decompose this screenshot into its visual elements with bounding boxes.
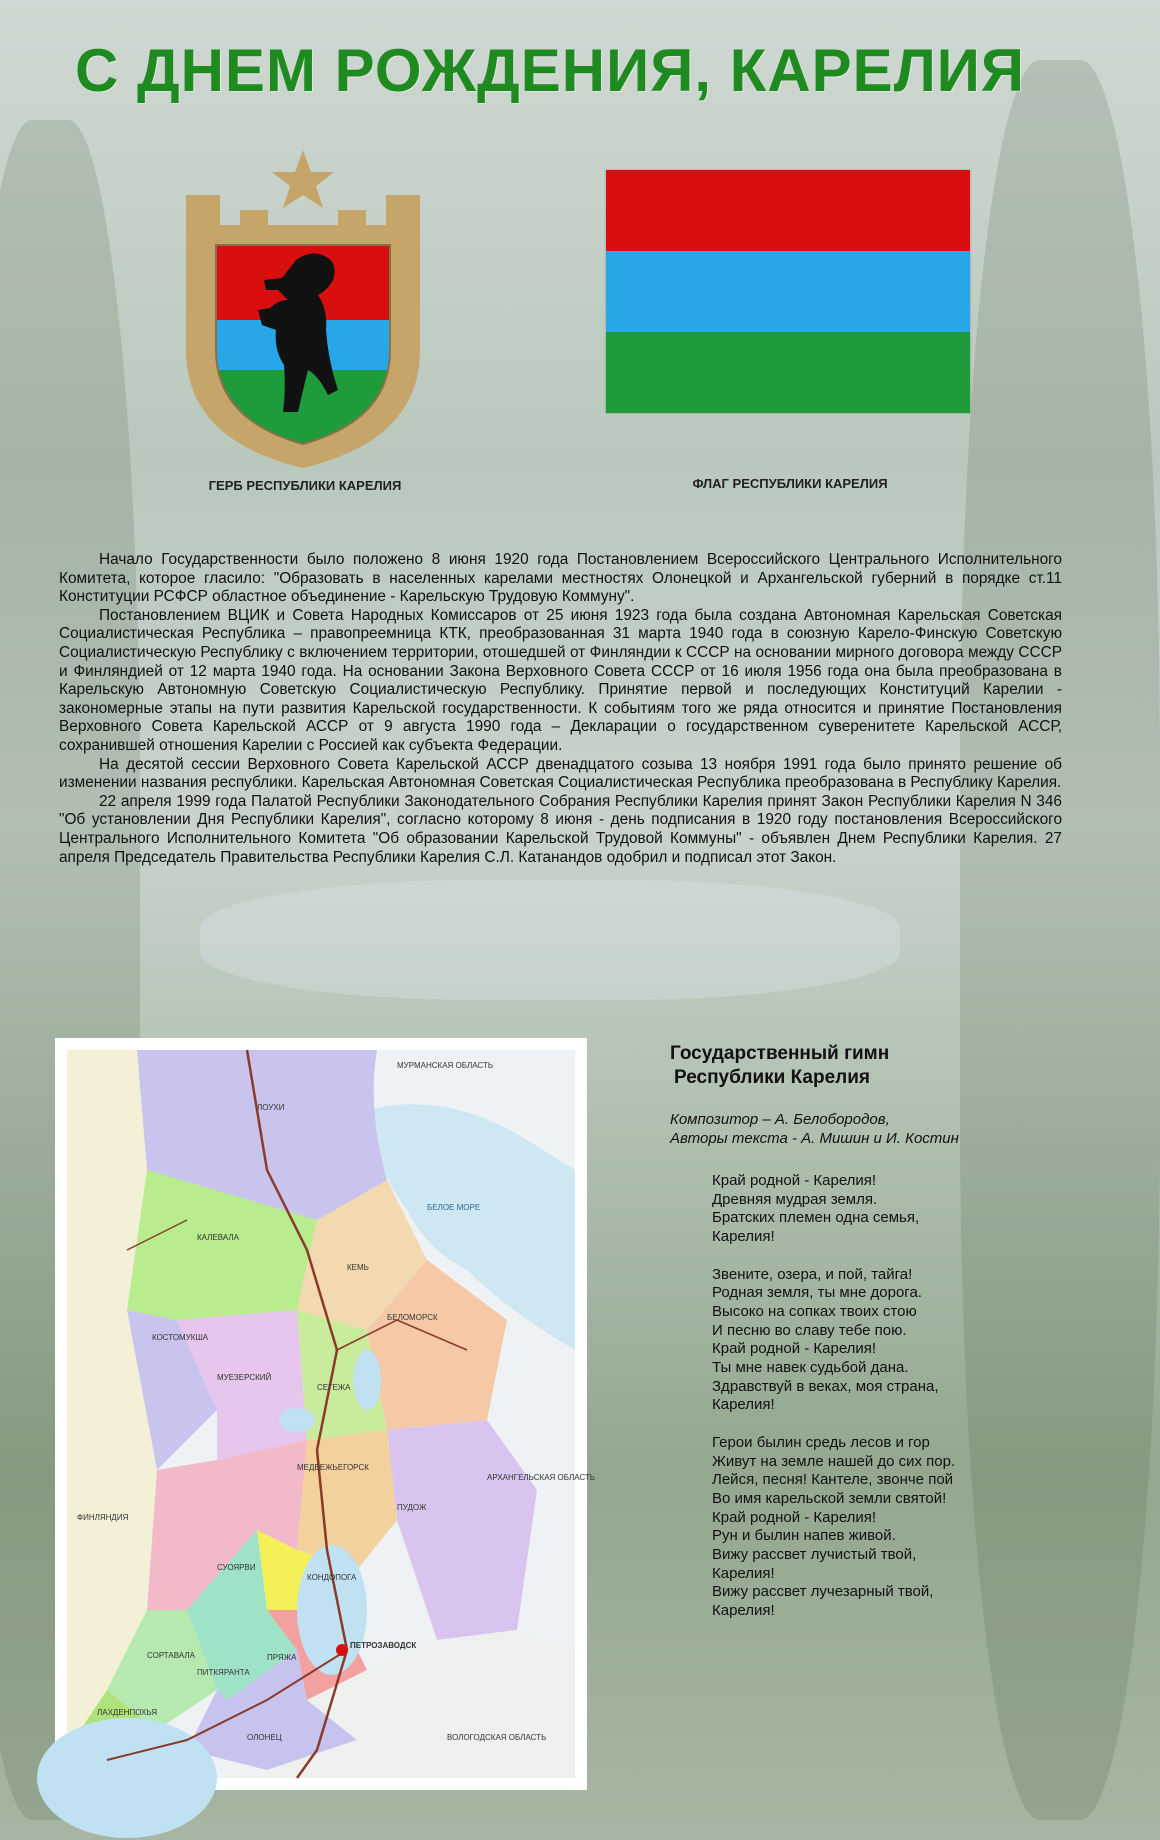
- map-label: ВОЛОГОДСКАЯ ОБЛАСТЬ: [447, 1733, 547, 1742]
- anthem-line: Братских племен одна семья,: [712, 1209, 920, 1227]
- map-label: ОЛОНЕЦ: [247, 1733, 282, 1742]
- anthem-authors: Авторы текста - А. Мишин и И. Костин: [670, 1130, 959, 1147]
- history-paragraph: 22 апреля 1999 года Палатой Республики Законодательного Собрания Республики Карелия принят Закон Республики Карелия N 346 "Об установлении Дня Республики Карелия", согласно которому 8 июня - день подписания в 1920 году постановления Всероссийского Центрального Исполнительного Комитета "Об образовании Карельской Трудовой Коммуны" - объявлен Днем Республики Карелия. 27 апреля Председатель Правительства Республики Карелия С.Л. Катанандов одобрил и подписал этот Закон.: [59, 792, 1062, 866]
- anthem-line: Карелия!: [712, 1602, 775, 1620]
- history-paragraph: На десятой сессии Верховного Совета Карельской АССР двенадцатого созыва 13 ноября 1991 года было принято решение об изменении названия республики. Карельская Автономная Советская Социалистическая Республика преобразована в Республику Карелия.: [59, 755, 1062, 792]
- anthem-title-line: Республики Карелия: [674, 1067, 871, 1088]
- anthem-line: И песню во славу тебе пою.: [712, 1321, 907, 1339]
- anthem-line: Карелия!: [712, 1396, 775, 1414]
- map-label: МУРМАНСКАЯ ОБЛАСТЬ: [397, 1061, 494, 1070]
- history-text: [59, 551, 1062, 867]
- anthem-line: Лейся, песня! Кантеле, звонче пой: [712, 1471, 954, 1489]
- map-label: КАЛЕВАЛА: [197, 1233, 239, 1242]
- flag-red-stripe: [606, 170, 970, 251]
- anthem-stanza: [712, 1434, 1070, 1621]
- anthem-title: [670, 1042, 1070, 1090]
- map-lake-vygozero: [353, 1350, 381, 1410]
- anthem-line: Край родной - Карелия!: [712, 1172, 877, 1189]
- background-lake: [200, 880, 900, 1000]
- anthem-line: Край родной - Карелия!: [712, 1508, 877, 1526]
- anthem-credits: [670, 1110, 1070, 1148]
- flag-blue-stripe: [606, 251, 970, 332]
- anthem-line: Здравствуй в веках, моя страна,: [712, 1377, 939, 1395]
- history-paragraph: Постановлением ВЦИК и Совета Народных Комиссаров от 25 июня 1923 года была создана Автономная Карельская Советская Социалистическая Республика – правопреемница КТК, преобразованная 31 марта 1940 года в союзную Карело-Финскую Советскую Социалистическую Республику с включением территории, отошедшей от Финляндии к СССР на основании мирного договора между СССР и Финляндией от 12 марта 1940 года. На основании Закона Верховного Совета СССР от 16 июля 1956 года она была преобразована в Карельскую Автономную Советскую Социалистическую Республику. Принятие первой и последующих Конституций Карелии - закономерные этапы на пути развития Карельской государственности. К событиям того же ряда относится и принятие Постановления Верховного Совета Карельской АССР от 9 августа 1990 года – Декларации о государственном суверенитете Карельской АССР, сохранившей отношения Карелии с Россией как субъекта Федерации.: [59, 606, 1062, 754]
- map-label: КОСТОМУКША: [152, 1333, 209, 1342]
- map-label: КОНДОПОГА: [307, 1573, 357, 1582]
- map-label: ПРЯЖА: [267, 1653, 297, 1662]
- page-title: С ДНЕМ РОЖДЕНИЯ, КАРЕЛИЯ: [74, 37, 1026, 104]
- map-of-karelia: [55, 1038, 596, 1790]
- map-lake-segozero: [279, 1408, 315, 1432]
- map-label: МУЕЗЕРСКИЙ: [217, 1373, 272, 1382]
- anthem-line: Карелия!: [712, 1228, 775, 1246]
- map-label: ЛОУХИ: [257, 1103, 285, 1112]
- anthem-stanza: [712, 1172, 1070, 1247]
- anthem-line: Высоко на сопках твоих стою: [712, 1302, 917, 1320]
- anthem-line: Ты мне навек судьбой дана.: [712, 1359, 909, 1377]
- anthem-line: Вижу рассвет лучезарный твой,: [712, 1583, 934, 1601]
- map-lake-ladoga: [37, 1718, 217, 1838]
- anthem-line: Рун и былин напев живой.: [712, 1527, 896, 1545]
- map-label: СОРТАВАЛА: [147, 1651, 195, 1660]
- map-image: [67, 1050, 596, 1778]
- anthem-line: Во имя карельской земли святой!: [712, 1489, 947, 1507]
- anthem-line: Звените, озера, и пой, тайга!: [712, 1265, 913, 1283]
- anthem-line: Древняя мудрая земля.: [712, 1190, 878, 1208]
- map-label: БЕЛОМОРСК: [387, 1313, 438, 1322]
- anthem-line: Герои былин средь лесов и гор: [712, 1433, 930, 1451]
- map-label: СЕГЕЖА: [317, 1383, 351, 1392]
- anthem-line: Вижу рассвет лучистый твой,: [712, 1546, 917, 1564]
- history-paragraph: Начало Государственности было положено 8 июня 1920 года Постановлением Всероссийского Центрального Исполнительного Комитета, которое гласило: "Образовать в населенных карелами местностях Олонецкой и Архангельской губерний в порядке ст.11 Конституции РСФСР областное объединение - Карельскую Трудовую Коммуну".: [59, 551, 1062, 606]
- map-label: БЕЛОЕ МОРЕ: [427, 1203, 481, 1212]
- map-label: ПУДОЖ: [397, 1503, 427, 1512]
- map-label: ФИНЛЯНДИЯ: [77, 1513, 129, 1522]
- map-label: ПИТКЯРАНТА: [197, 1668, 250, 1677]
- anthem-composer: Композитор – А. Белобородов,: [670, 1111, 890, 1128]
- anthem-line: Родная земля, ты мне дорога.: [712, 1284, 922, 1302]
- anthem-line: Край родной - Карелия!: [712, 1340, 877, 1358]
- flag-of-karelia: [606, 170, 970, 413]
- map-lake-onega: [297, 1545, 367, 1675]
- flag-caption: ФЛАГ РЕСПУБЛИКИ КАРЕЛИЯ: [692, 476, 888, 491]
- anthem-verses: [712, 1172, 1070, 1621]
- map-label: СУОЯРВИ: [217, 1563, 256, 1572]
- coat-of-arms: [178, 150, 428, 470]
- map-label: ПЕТРОЗАВОДСК: [350, 1641, 417, 1650]
- map-label: МЕДВЕЖЬЕГОРСК: [297, 1463, 369, 1472]
- map-label: ЛАХДЕНПОХЬЯ: [97, 1708, 158, 1717]
- anthem-title-line: Государственный гимн: [670, 1043, 890, 1064]
- anthem-line: Живут на земле нашей до сих пор.: [712, 1452, 956, 1470]
- flag-green-stripe: [606, 332, 970, 413]
- map-label: АРХАНГЕЛЬСКАЯ ОБЛАСТЬ: [487, 1473, 596, 1482]
- anthem-stanza: [712, 1266, 1070, 1416]
- coat-caption: ГЕРБ РЕСПУБЛИКИ КАРЕЛИЯ: [208, 478, 402, 493]
- anthem-line: Карелия!: [712, 1564, 775, 1582]
- map-capital-marker: [336, 1644, 348, 1656]
- map-label: КЕМЬ: [347, 1263, 369, 1272]
- anthem-block: [670, 1042, 1070, 1640]
- coat-star: [272, 150, 334, 208]
